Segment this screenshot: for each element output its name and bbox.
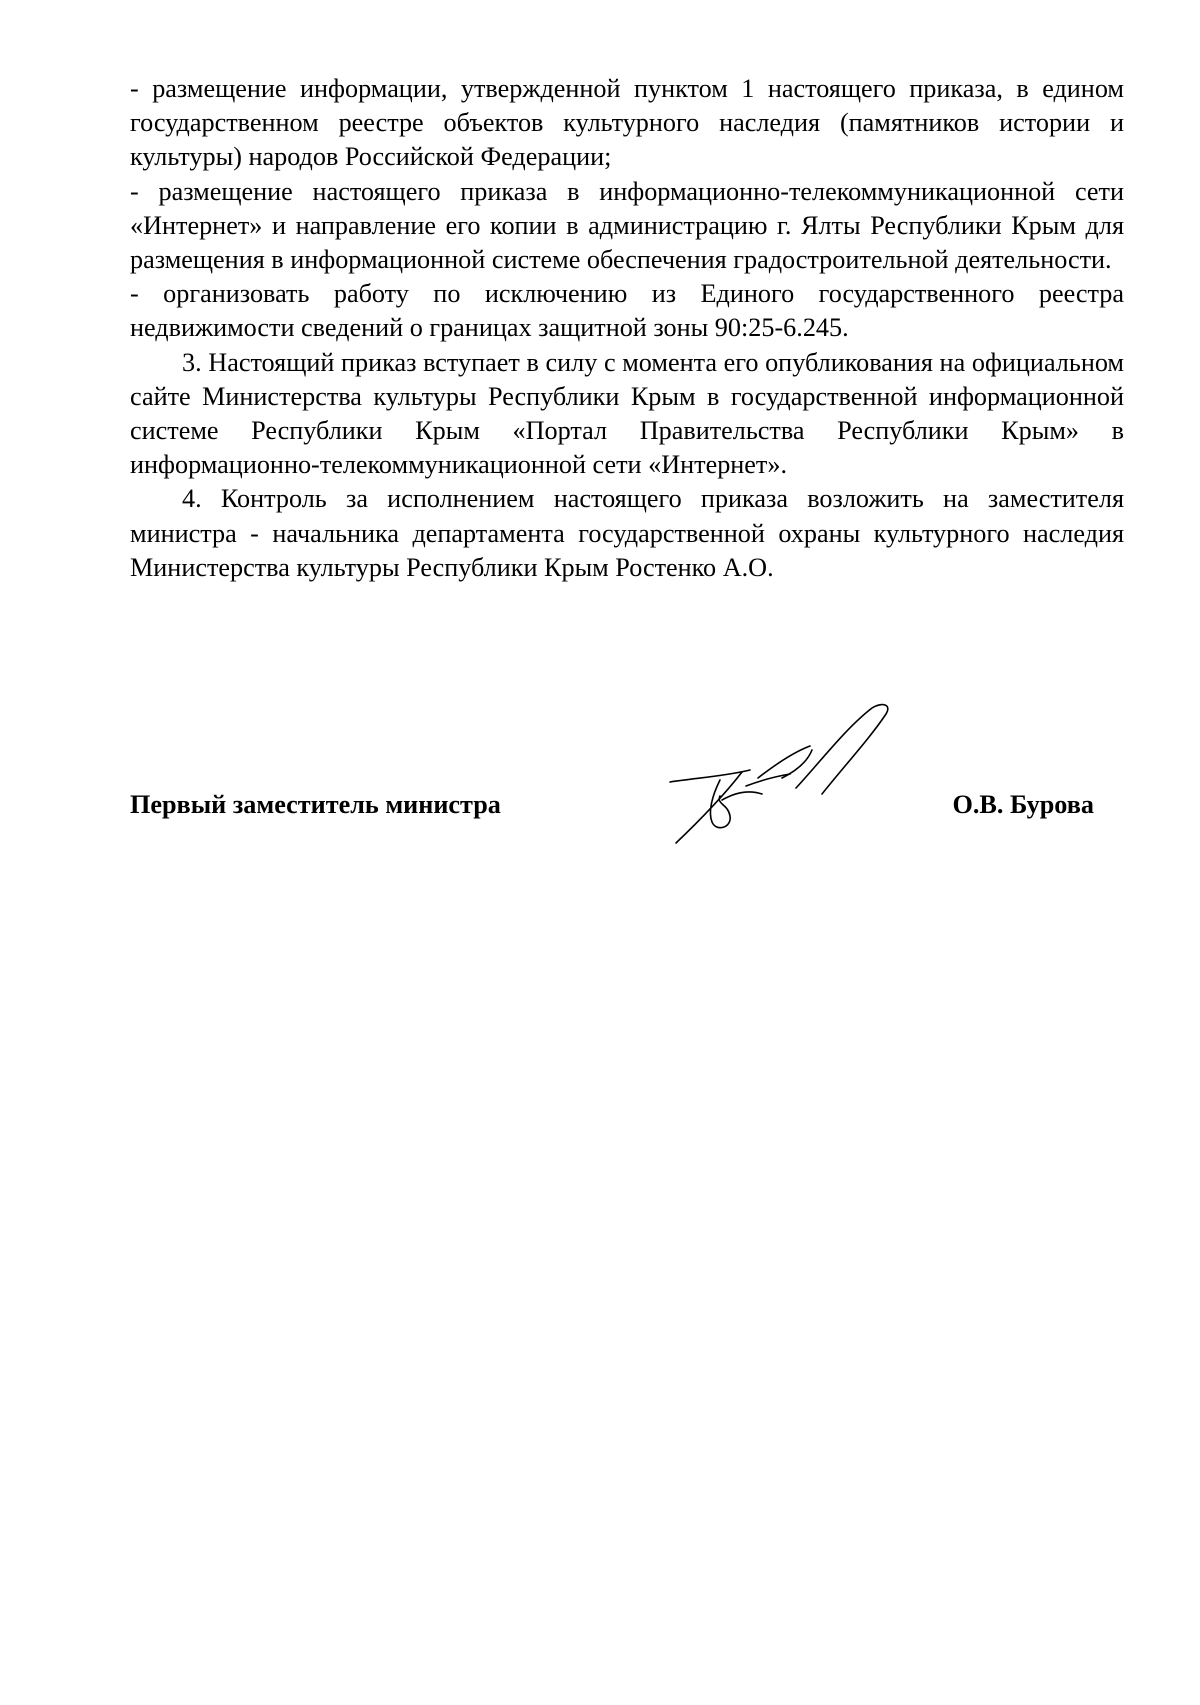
signature-block	[0, 700, 1200, 860]
paragraph-registry-placement: - размещение информации, утвержденной пунктом 1 настоящего приказа, в едином государственном реестре объектов культурного наследия (памятников истории и культуры) народов Российской Федерации;	[130, 74, 1124, 172]
signatory-title: Первый заместитель министра	[130, 790, 501, 819]
signatory-name: О.В. Бурова	[952, 790, 1094, 819]
paragraph-effective-date: 3. Настоящий приказ вступает в силу с момента его опубликования на официальном сайте Министерства культуры Республики Крым в государственной информационной системе Республики Крым «Портал Правительства Республики Крым» в информационно-телекоммуникационной сети «Интернет».	[130, 347, 1124, 480]
document-body	[130, 72, 1124, 585]
paragraph-exclusion-work: - организовать работу по исключению из Единого государственного реестра недвижимости сведений о границах защитной зоны 90:25-6.245.	[130, 279, 1124, 343]
paragraph-control: 4. Контроль за исполнением настоящего приказа возложить на заместителя министра - начальника департамента государственной охраны культурного наследия Министерства культуры Республики Крым Ростенко А.О.	[130, 484, 1124, 582]
paragraph-internet-placement: - размещение настоящего приказа в информационно-телекоммуникационной сети «Интернет» и направление его копии в администрацию г. Ялты Республики Крым для размещения в информационной системе обеспечения градостроительной деятельности.	[130, 176, 1124, 275]
handwritten-signature	[660, 700, 920, 850]
